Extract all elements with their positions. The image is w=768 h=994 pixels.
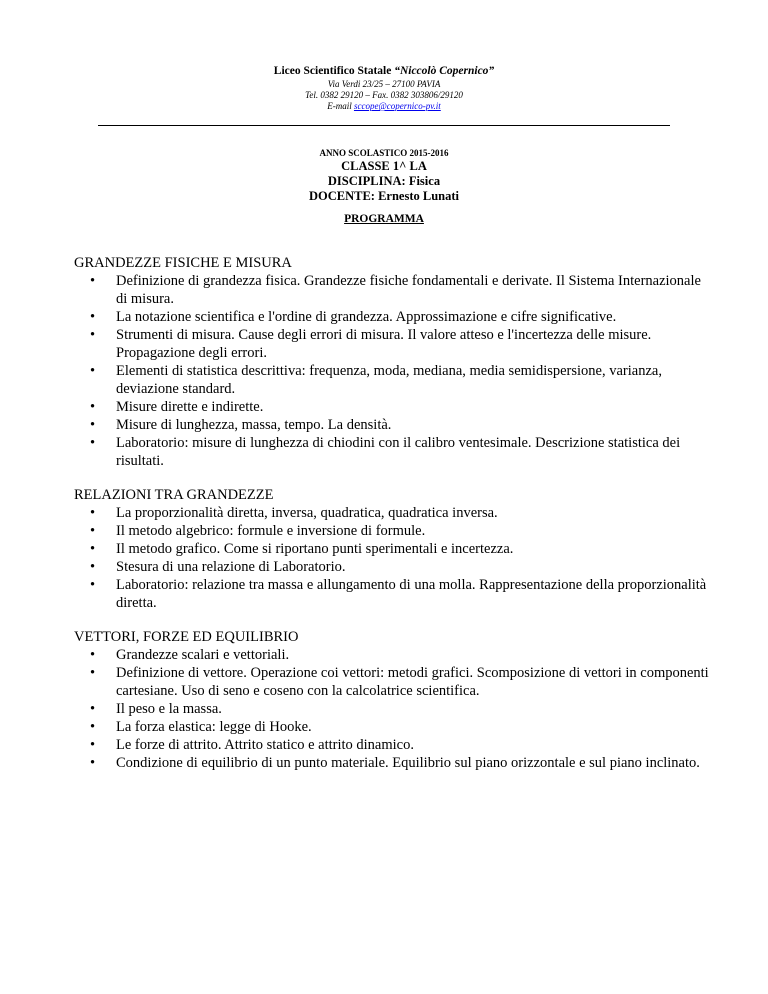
school-year: ANNO SCOLASTICO 2015-2016 xyxy=(319,148,449,158)
topic-text: La proporzionalità diretta, inversa, quadratica, quadratica inversa. xyxy=(116,505,498,521)
topic-item xyxy=(74,272,714,308)
course-info xyxy=(0,147,768,204)
topic-item xyxy=(74,326,714,362)
topic-text: Definizione di vettore. Operazione coi vettori: metodi grafici. Scomposizione di vettori in componenti cartesiane. Uso di seno e coseno con la calcolatrice scientifica. xyxy=(116,665,709,699)
bullet-icon: • xyxy=(90,327,96,343)
topic-item xyxy=(74,504,714,522)
topic-item xyxy=(74,718,714,736)
topic-item xyxy=(74,540,714,558)
school-address: Via Verdi 23/25 – 27100 PAVIA xyxy=(327,79,441,89)
topic-list xyxy=(74,646,714,772)
topic-text: Strumenti di misura. Cause degli errori di misura. Il valore atteso e l'incertezza delle misure. Propagazione degli errori. xyxy=(116,327,652,361)
topic-item xyxy=(74,736,714,754)
section-title: GRANDEZZE FISICHE E MISURA xyxy=(74,255,292,271)
bullet-icon: • xyxy=(90,523,96,539)
topic-text: La notazione scientifica e l'ordine di grandezza. Approssimazione e cifre significative. xyxy=(116,309,617,325)
topic-list xyxy=(74,504,714,612)
topic-item xyxy=(74,558,714,576)
letterhead xyxy=(0,64,768,112)
topic-item xyxy=(74,646,714,664)
bullet-icon: • xyxy=(90,309,96,325)
topic-item xyxy=(74,362,714,398)
program-section xyxy=(74,628,714,772)
topic-item xyxy=(74,522,714,540)
topic-text: Misure di lunghezza, massa, tempo. La densità. xyxy=(116,417,392,433)
email-link[interactable]: sccope@copernico-pv.it xyxy=(353,101,441,111)
topic-text: Stesura di una relazione di Laboratorio. xyxy=(116,559,346,575)
topic-text: Condizione di equilibrio di un punto materiale. Equilibrio sul piano orizzontale e sul piano inclinato. xyxy=(116,755,700,771)
topic-text: Le forze di attrito. Attrito statico e attrito dinamico. xyxy=(116,737,414,753)
topic-item xyxy=(74,416,714,434)
section-title: VETTORI, FORZE ED EQUILIBRIO xyxy=(74,629,299,645)
topic-list xyxy=(74,272,714,470)
topic-text: Laboratorio: misure di lunghezza di chiodini con il calibro ventesimale. Descrizione statistica dei risultati. xyxy=(116,435,681,469)
topic-text: Il peso e la massa. xyxy=(116,701,222,717)
bullet-icon: • xyxy=(90,755,96,771)
bullet-icon: • xyxy=(90,399,96,415)
bullet-icon: • xyxy=(90,701,96,717)
topic-text: Il metodo grafico. Come si riportano punti sperimentali e incertezza. xyxy=(116,541,514,557)
topic-text: Laboratorio: relazione tra massa e allungamento di una molla. Rappresentazione della proporzionalità diretta. xyxy=(116,577,707,611)
bullet-icon: • xyxy=(90,647,96,663)
bullet-icon: • xyxy=(90,363,96,379)
email-label: E-mail xyxy=(327,101,354,111)
program-section xyxy=(74,254,714,470)
bullet-icon: • xyxy=(90,719,96,735)
program-section xyxy=(74,486,714,612)
topic-item xyxy=(74,664,714,700)
subject: DISCIPLINA: Fisica xyxy=(327,174,441,188)
school-email-line xyxy=(0,101,768,112)
bullet-icon: • xyxy=(90,505,96,521)
school-name: “Niccolò Copernico” xyxy=(394,65,495,77)
school-name-line xyxy=(0,64,768,79)
topic-text: Il metodo algebrico: formule e inversione di formule. xyxy=(116,523,426,539)
bullet-icon: • xyxy=(90,417,96,433)
teacher: DOCENTE: Ernesto Lunati xyxy=(308,189,460,203)
program-sections xyxy=(74,254,714,788)
topic-item xyxy=(74,700,714,718)
topic-item xyxy=(74,576,714,612)
topic-text: La forza elastica: legge di Hooke. xyxy=(116,719,312,735)
topic-text: Definizione di grandezza fisica. Grandezze fisiche fondamentali e derivate. Il Sistema Internazionale di misura. xyxy=(116,273,701,307)
bullet-icon: • xyxy=(90,737,96,753)
topic-item xyxy=(74,434,714,470)
topic-item xyxy=(74,308,714,326)
section-title: RELAZIONI TRA GRANDEZZE xyxy=(74,487,274,503)
bullet-icon: • xyxy=(90,559,96,575)
bullet-icon: • xyxy=(90,577,96,593)
class-name: CLASSE 1^ LA xyxy=(341,159,427,173)
topic-item xyxy=(74,754,714,772)
header-divider xyxy=(98,125,670,126)
bullet-icon: • xyxy=(90,435,96,451)
topic-text: Misure dirette e indirette. xyxy=(116,399,264,415)
topic-text: Elementi di statistica descrittiva: frequenza, moda, mediana, media semidispersione, varianza, deviazione standard. xyxy=(116,363,662,397)
school-prefix: Liceo Scientifico Statale xyxy=(273,65,395,77)
topic-item xyxy=(74,398,714,416)
bullet-icon: • xyxy=(90,665,96,681)
programma-title: PROGRAMMA xyxy=(344,213,424,225)
bullet-icon: • xyxy=(90,273,96,289)
bullet-icon: • xyxy=(90,541,96,557)
school-phone: Tel. 0382 29120 – Fax. 0382 303806/29120 xyxy=(305,90,463,100)
topic-text: Grandezze scalari e vettoriali. xyxy=(116,647,290,663)
